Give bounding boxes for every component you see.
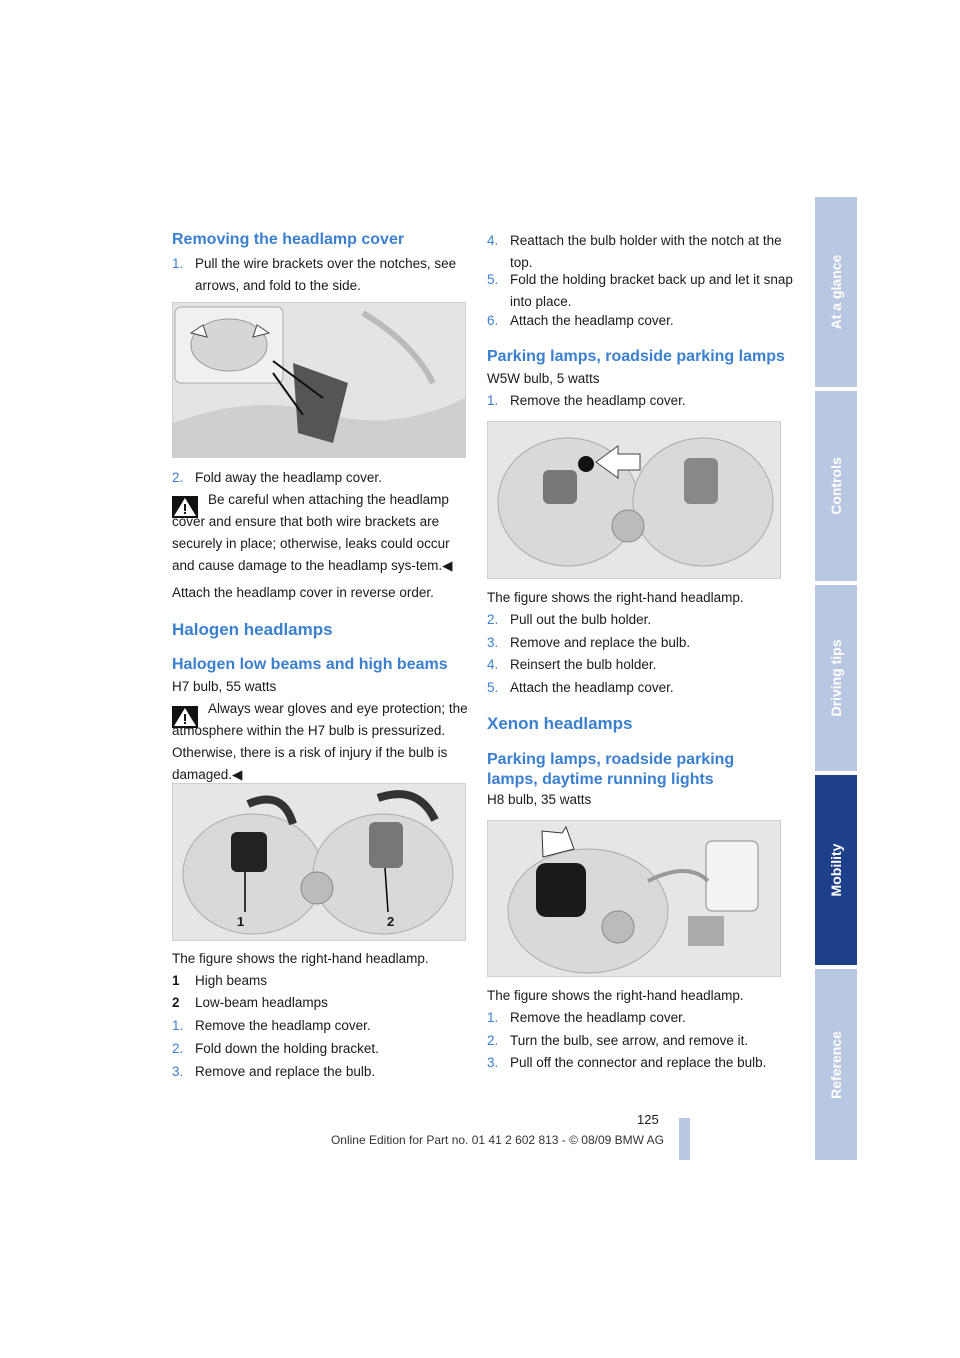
step-5-fold-bracket-back [487,269,804,313]
step-text: Fold down the holding bracket. [195,1041,379,1056]
xenon-lamp-illustration [488,821,780,976]
warning-text: Always wear gloves and eye protection; the atmosphere within the H7 bulb is pressurized. Otherwise, there is a risk of injury if the bulb is damaged. [172,701,468,782]
legend-text: High beams [195,973,268,988]
figure-label-1: 1 [237,914,245,929]
step-number: 5. [487,680,499,695]
parking-lamp-illustration [488,422,780,578]
step-6-attach-cover [487,310,804,332]
step-number: 3. [487,1055,499,1070]
step-number: 1. [487,1010,499,1025]
step-number: 2. [172,470,184,485]
step-remove-cover [172,1015,491,1037]
legend-item-2 [172,992,491,1014]
tab-label: At a glance [828,254,844,330]
step-number: 4. [487,657,499,672]
bulb-h7-spec: H7 bulb, 55 watts [172,679,277,694]
tab-label: Mobility [828,843,844,897]
step-text: Remove and replace the bulb. [195,1064,376,1079]
end-marker: ◀ [442,558,453,573]
step-xenon-1 [487,1007,804,1029]
figure-halogen-beams [172,783,466,941]
step-number: 3. [172,1064,184,1079]
step-parking-1 [487,390,804,412]
tab-driving-tips[interactable] [815,585,857,771]
step-text: Turn the bulb, see arrow, and remove it. [510,1033,749,1048]
step-text: Reattach the bulb holder with the notch at the top. [510,233,782,270]
edition-notice: Online Edition for Part no. 01 41 2 602 813 - © 08/09 BMW AG [330,1133,664,1147]
legend-number: 2 [172,995,180,1010]
bulb-h8-spec: H8 bulb, 35 watts [487,792,592,807]
step-fold-down-bracket [172,1038,491,1060]
step-text: Pull out the bulb holder. [510,612,652,627]
tab-mobility[interactable] [815,775,857,965]
step-2-fold-away-cover [172,467,491,489]
step-text: Remove the headlamp cover. [510,1010,686,1025]
tab-label: Driving tips [828,639,844,717]
step-number: 1. [172,1018,184,1033]
step-number: 1. [487,393,499,408]
step-number: 6. [487,313,499,328]
warning-attach-cover [172,489,468,577]
page-number: 125 [637,1112,659,1127]
footer-accent-bar [679,1118,690,1160]
attach-reverse-order: Attach the headlamp cover in reverse order. [172,585,434,600]
step-number: 3. [487,635,499,650]
step-4-reattach-holder [487,230,804,274]
step-number: 2. [487,1033,499,1048]
step-text: Pull off the connector and replace the bulb. [510,1055,767,1070]
step-text: Fold away the headlamp cover. [195,470,382,485]
heading-xenon-headlamps: Xenon headlamps [487,714,633,733]
step-number: 5. [487,272,499,287]
figure-xenon-lamp [487,820,781,977]
step-xenon-2 [487,1030,804,1052]
step-text: Attach the headlamp cover. [510,313,674,328]
heading-halogen-headlamps: Halogen headlamps [172,620,333,639]
tab-label: Reference [828,1030,844,1099]
end-marker: ◀ [232,767,243,782]
heading-parking-lamps: Parking lamps, roadside parking lamps [487,348,785,365]
legend-text: Low-beam headlamps [195,995,328,1010]
figure-caption: The figure shows the right-hand headlamp. [172,951,429,966]
tab-label: Controls [828,457,844,515]
step-parking-2 [487,609,804,631]
tab-controls[interactable] [815,391,857,581]
step-parking-5 [487,677,804,699]
step-number: 4. [487,233,499,248]
headlamp-cover-illustration [173,303,465,457]
step-number: 2. [487,612,499,627]
step-xenon-3 [487,1052,804,1074]
chapter-sidebar [815,197,857,1160]
figure-wire-brackets [172,302,466,458]
figure-caption: The figure shows the right-hand headlamp. [487,988,744,1003]
step-number: 2. [172,1041,184,1056]
figure-parking-lamp [487,421,781,579]
step-1-pull-wire-brackets [172,253,491,297]
step-text: Reinsert the bulb holder. [510,657,657,672]
legend-item-1 [172,970,491,992]
step-text: Attach the headlamp cover. [510,680,674,695]
step-parking-4 [487,654,804,676]
bulb-w5w-spec: W5W bulb, 5 watts [487,371,600,386]
step-parking-3 [487,632,804,654]
figure-label-2: 2 [387,914,395,929]
legend-number: 1 [172,973,180,988]
step-text: Remove and replace the bulb. [510,635,691,650]
step-text: Pull the wire brackets over the notches, see arrows, and fold to the side. [195,256,457,293]
heading-removing-headlamp-cover: Removing the headlamp cover [172,231,405,248]
heading-halogen-beams: Halogen low beams and high beams [172,656,448,673]
warning-gloves-eye-protection [172,698,468,786]
tab-at-a-glance[interactable] [815,197,857,387]
step-text: Fold the holding bracket back up and let it snap into place. [510,272,793,309]
halogen-headlamp-illustration [173,784,465,940]
step-number: 1. [172,256,184,271]
tab-reference[interactable] [815,969,857,1160]
warning-text: Be careful when attaching the headlamp cover and ensure that both wire brackets are securely in place; otherwise, leaks could occur and cause damage to the headlamp sys-tem. [172,492,450,573]
heading-xenon-parking-lamps: Parking lamps, roadside parking lamps, daytime running lights [487,751,735,788]
step-text: Remove the headlamp cover. [510,393,686,408]
figure-caption: The figure shows the right-hand headlamp. [487,590,744,605]
step-replace-bulb [172,1061,491,1083]
step-text: Remove the headlamp cover. [195,1018,371,1033]
